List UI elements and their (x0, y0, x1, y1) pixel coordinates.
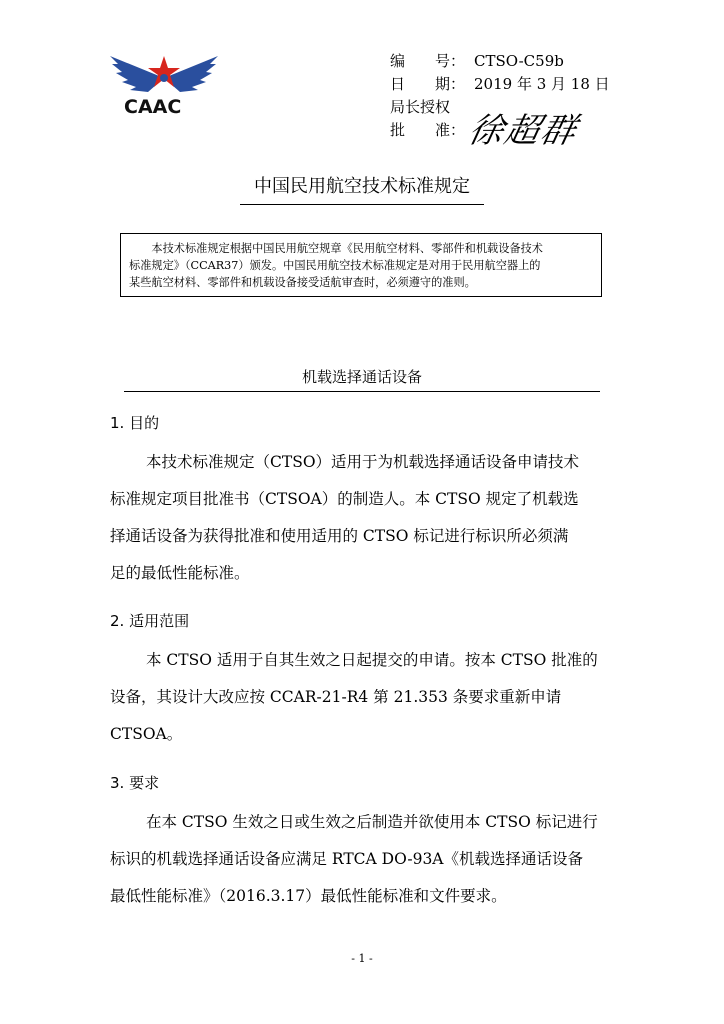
heading-purpose: 1. 目的 (110, 414, 160, 432)
approval-signature: 徐超群 (465, 111, 582, 151)
text-line: 设备，其设计大改应按 CCAR-21-R4 第 21.353 条要求重新申请 (110, 688, 562, 706)
info-label: 批 准： (390, 121, 466, 139)
notice-line: 标准规定》（CCAR37）颁发。中国民用航空技术标准规定是对用于民用航空器上的 (129, 259, 541, 272)
page-number: - 1 - (351, 952, 373, 965)
info-label: 编 号： (390, 52, 466, 70)
info-row-date (390, 73, 610, 96)
text-line: 在本 CTSO 生效之日或生效之后制造并欲使用本 CTSO 标记进行 (146, 813, 598, 831)
info-value: CTSO-C59b (474, 52, 564, 70)
text-line: 标识的机载选择通话设备应满足 RTCA DO-93A《机载选择通话设备 (110, 850, 584, 868)
text-line: 足的最低性能标准。 (110, 564, 250, 582)
text-line: 择通话设备为获得批准和使用适用的 CTSO 标记进行标识所必须满 (110, 527, 569, 545)
text-line: CTSOA。 (110, 725, 183, 743)
text-line: 标准规定项目批准书（CTSOA）的制造人。本 CTSO 规定了机载选 (110, 490, 579, 508)
paragraph-scope (110, 642, 616, 753)
section-title-underline (124, 391, 600, 392)
info-label: 日 期： (390, 75, 466, 93)
text-line: 本 CTSO 适用于自其生效之日起提交的申请。按本 CTSO 批准的 (146, 651, 598, 669)
notice-line: 某些航空材料、零部件和机载设备接受适航审查时，必须遵守的准则。 (129, 276, 476, 289)
text-line: 最低性能标准》（2016.3.17）最低性能标准和文件要求。 (110, 887, 507, 905)
info-label: 局长授权 (390, 98, 451, 116)
title-underline (240, 204, 484, 205)
paragraph-requirements (110, 804, 616, 915)
heading-scope: 2. 适用范围 (110, 612, 190, 630)
info-value: 2019 年 3 月 18 日 (474, 75, 610, 93)
section-title: 机载选择通话设备 (301, 368, 422, 386)
page-title: 中国民用航空技术标准规定 (254, 176, 470, 197)
heading-requirements: 3. 要求 (110, 774, 160, 792)
notice-box (120, 233, 602, 297)
paragraph-purpose (110, 444, 616, 592)
text-line: 本技术标准规定（CTSO）适用于为机载选择通话设备申请技术 (146, 453, 580, 471)
caac-logo-text: CAAC (124, 96, 182, 118)
notice-line: 本技术标准规定根据中国民用航空规章《民用航空材料、零部件和机载设备技术 (151, 242, 543, 255)
info-row-number (390, 50, 610, 73)
